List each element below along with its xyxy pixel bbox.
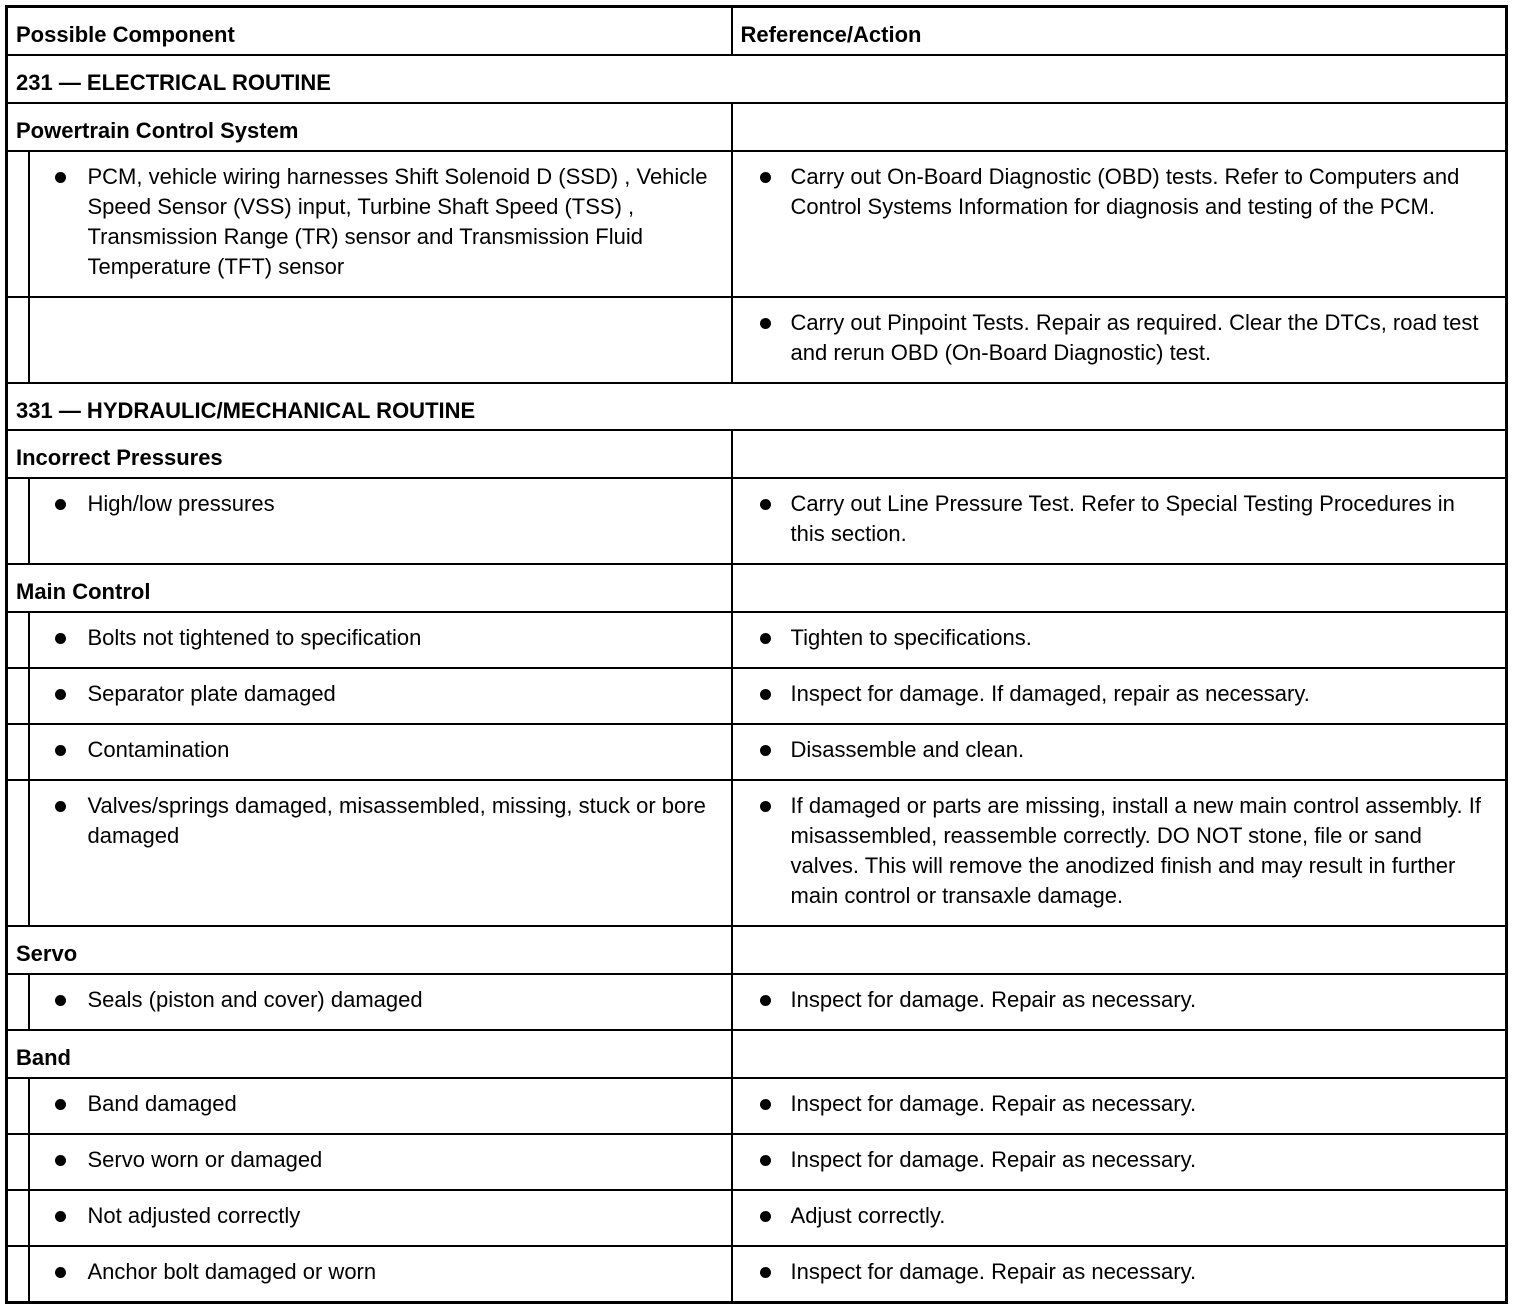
indent-cell [7,668,29,724]
group-row [7,564,1507,612]
bullet-icon [55,1267,66,1278]
component-text: Seals (piston and cover) damaged [87,986,423,1012]
component-cell [29,724,732,780]
bullet-icon [760,801,771,812]
bullet-icon [55,1155,66,1166]
action-text: Disassemble and clean. [790,736,1025,762]
section-row [7,55,1507,103]
indent-cell [7,1134,29,1190]
action-text: If damaged or parts are missing, install a new main control assembly. If misassembled, reassemble correctly. DO NOT stone, file or sand valves. This will remove the anodized finish and may result in further main control or transaxle damage. [790,792,1481,908]
action-text: Tighten to specifications. [790,624,1032,650]
indent-cell [7,974,29,1030]
group-row [7,430,1507,478]
action-cell [732,1078,1507,1134]
action-cell [732,151,1507,297]
table-row [7,724,1507,780]
bullet-icon [760,172,771,183]
table-row [7,1134,1507,1190]
component-cell [29,974,732,1030]
component-group-title: Powertrain Control System [7,103,732,151]
component-text: Anchor bolt damaged or worn [87,1258,377,1284]
bullet-icon [55,499,66,510]
group-row [7,103,1507,151]
bullet-icon [760,1099,771,1110]
action-cell [732,478,1507,564]
table-row [7,668,1507,724]
component-text: Separator plate damaged [87,680,336,706]
empty-cell [29,297,732,383]
component-cell [29,151,732,297]
bullet-icon [760,1267,771,1278]
action-text: Carry out Line Pressure Test. Refer to Special Testing Procedures in this section. [790,490,1455,546]
bullet-icon [760,689,771,700]
action-text: Inspect for damage. Repair as necessary. [790,1146,1197,1172]
bullet-icon [760,633,771,644]
component-cell [29,1246,732,1303]
empty-cell [732,564,1507,612]
action-cell [732,1190,1507,1246]
bullet-icon [760,318,771,329]
component-text: Not adjusted correctly [87,1202,301,1228]
action-cell [732,780,1507,926]
action-cell [732,612,1507,668]
table-row [7,151,1507,297]
indent-cell [7,478,29,564]
component-cell [29,478,732,564]
diagnostic-table [5,5,1508,1304]
empty-cell [732,926,1507,974]
bullet-icon [760,995,771,1006]
bullet-icon [55,801,66,812]
bullet-icon [55,1211,66,1222]
action-cell [732,668,1507,724]
table-row [7,612,1507,668]
action-cell [732,1246,1507,1303]
indent-cell [7,724,29,780]
bullet-icon [55,689,66,700]
action-text: Inspect for damage. Repair as necessary. [790,1258,1197,1284]
section-title: 231 — ELECTRICAL ROUTINE [7,55,1507,103]
empty-cell [732,103,1507,151]
bullet-icon [55,172,66,183]
group-row [7,1030,1507,1078]
action-text: Inspect for damage. If damaged, repair as necessary. [790,680,1310,706]
component-group-title: Servo [7,926,732,974]
component-cell [29,668,732,724]
component-cell [29,612,732,668]
indent-cell [7,1078,29,1134]
component-text: Contamination [87,736,230,762]
action-text: Carry out On-Board Diagnostic (OBD) tests. Refer to Computers and Control Systems Information for diagnosis and testing of the PCM. [790,163,1460,219]
action-cell [732,1134,1507,1190]
bullet-icon [760,1155,771,1166]
component-text: Band damaged [87,1090,237,1116]
action-cell [732,974,1507,1030]
component-cell [29,780,732,926]
header-possible-component: Possible Component [7,7,732,55]
bullet-icon [55,995,66,1006]
bullet-icon [55,745,66,756]
component-text: High/low pressures [87,490,275,516]
bullet-icon [55,1099,66,1110]
component-cell [29,1078,732,1134]
bullet-icon [55,633,66,644]
indent-cell [7,1246,29,1303]
indent-cell [7,297,29,383]
table-row [7,478,1507,564]
component-text: Servo worn or damaged [87,1146,323,1172]
component-group-title: Main Control [7,564,732,612]
table-header-row [7,7,1507,55]
action-text: Adjust correctly. [790,1202,946,1228]
indent-cell [7,1190,29,1246]
table-row [7,1078,1507,1134]
component-cell [29,1190,732,1246]
component-text: PCM, vehicle wiring harnesses Shift Solenoid D (SSD) , Vehicle Speed Sensor (VSS) input, Turbine Shaft Speed (TSS) , Transmission Range (TR) sensor and Transmission Fluid Temperature (TFT) sensor [87,163,708,279]
indent-cell [7,151,29,297]
component-text: Valves/springs damaged, misassembled, missing, stuck or bore damaged [87,792,706,848]
indent-cell [7,780,29,926]
bullet-icon [760,745,771,756]
action-text: Inspect for damage. Repair as necessary. [790,986,1197,1012]
table-row [7,780,1507,926]
empty-cell [732,1030,1507,1078]
section-row [7,383,1507,430]
empty-cell [732,430,1507,478]
indent-cell [7,612,29,668]
action-cell [732,724,1507,780]
action-text: Inspect for damage. Repair as necessary. [790,1090,1197,1116]
component-group-title: Incorrect Pressures [7,430,732,478]
group-row [7,926,1507,974]
component-group-title: Band [7,1030,732,1078]
bullet-icon [760,499,771,510]
component-cell [29,1134,732,1190]
component-text: Bolts not tightened to specification [87,624,422,650]
action-cell [732,297,1507,383]
table-row [7,974,1507,1030]
section-title: 331 — HYDRAULIC/MECHANICAL ROUTINE [7,383,1507,430]
action-text: Carry out Pinpoint Tests. Repair as required. Clear the DTCs, road test and rerun OBD (On-Board Diagnostic) test. [790,309,1479,365]
table-row [7,1246,1507,1303]
table-row [7,297,1507,383]
bullet-icon [760,1211,771,1222]
header-reference-action: Reference/Action [732,7,1507,55]
table-row [7,1190,1507,1246]
